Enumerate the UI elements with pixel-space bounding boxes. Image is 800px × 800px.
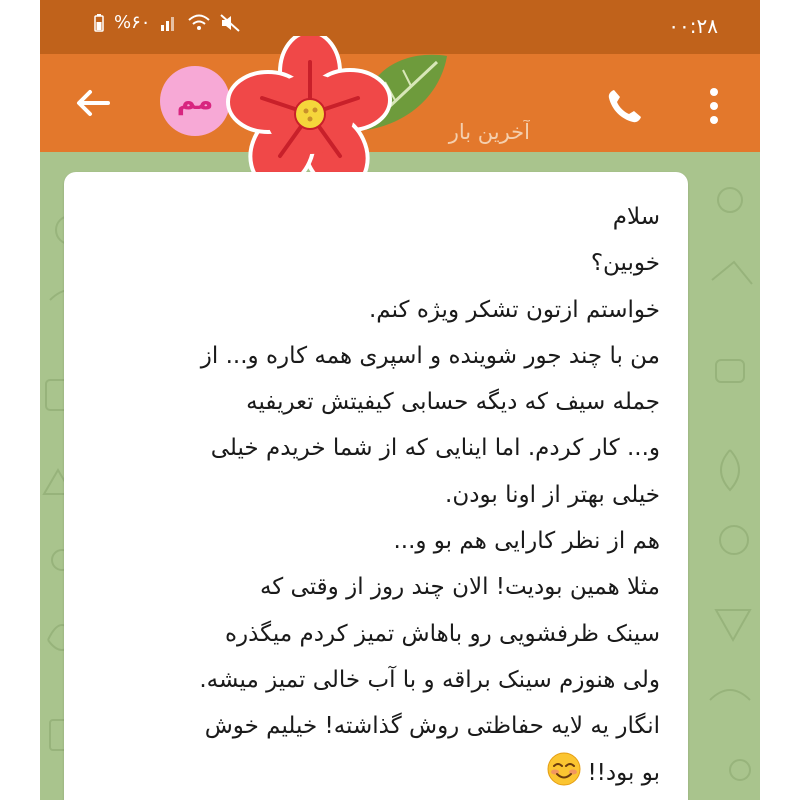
message-line: انگار یه لایه حفاظتی روش گذاشته! خیلیم خوش (204, 713, 660, 740)
message-line: جمله سیف که دیگه حسابی کیفیتش تعریفیه (246, 389, 660, 416)
avatar-initials: مم (176, 86, 214, 116)
last-seen-status: آخرین بار (448, 120, 530, 144)
message-line: ولی هنوزم سینک براقه و با آب خالی تمیز میشه. (199, 666, 660, 693)
message-line: من با چند جور شوینده و اسپری همه کاره و... از (200, 342, 660, 369)
message-line: خیلی بهتر از اونا بودن. (445, 481, 660, 508)
message-text (100, 194, 660, 796)
message-line: سینک ظرفشویی رو باهاش تمیز کردم میگذره (224, 620, 660, 647)
message-bubble[interactable] (64, 172, 688, 800)
message-line: مثلا همین بودیت! الان چند روز از وقتی که (259, 574, 660, 601)
message-line: بو بود!! (587, 759, 660, 786)
status-time: ۰۰:۲۸ (668, 14, 718, 38)
message-line: و... کار کردم. اما اینایی که از شما خریدم خیلی (210, 435, 660, 462)
message-line: خوبین؟ (590, 250, 660, 277)
mute-icon (220, 14, 240, 32)
message-line: سلام (612, 204, 660, 230)
back-arrow-icon[interactable] (70, 80, 116, 126)
wifi-icon (188, 14, 210, 32)
battery-icon (94, 14, 104, 32)
battery-percent: %۶۰ (114, 12, 151, 33)
chat-screen (40, 0, 760, 800)
message-last-line (100, 750, 660, 796)
message-line: خواستم ازتون تشکر ویژه کنم. (369, 296, 660, 323)
signal-icon (160, 15, 178, 31)
flower-sticker (215, 36, 455, 190)
status-icons (94, 12, 240, 33)
message-line: هم از نظر کارایی هم بو و... (393, 528, 660, 555)
phone-icon[interactable] (602, 84, 646, 128)
smiling-face-emoji-icon (547, 752, 581, 786)
more-vertical-icon[interactable] (704, 84, 724, 128)
